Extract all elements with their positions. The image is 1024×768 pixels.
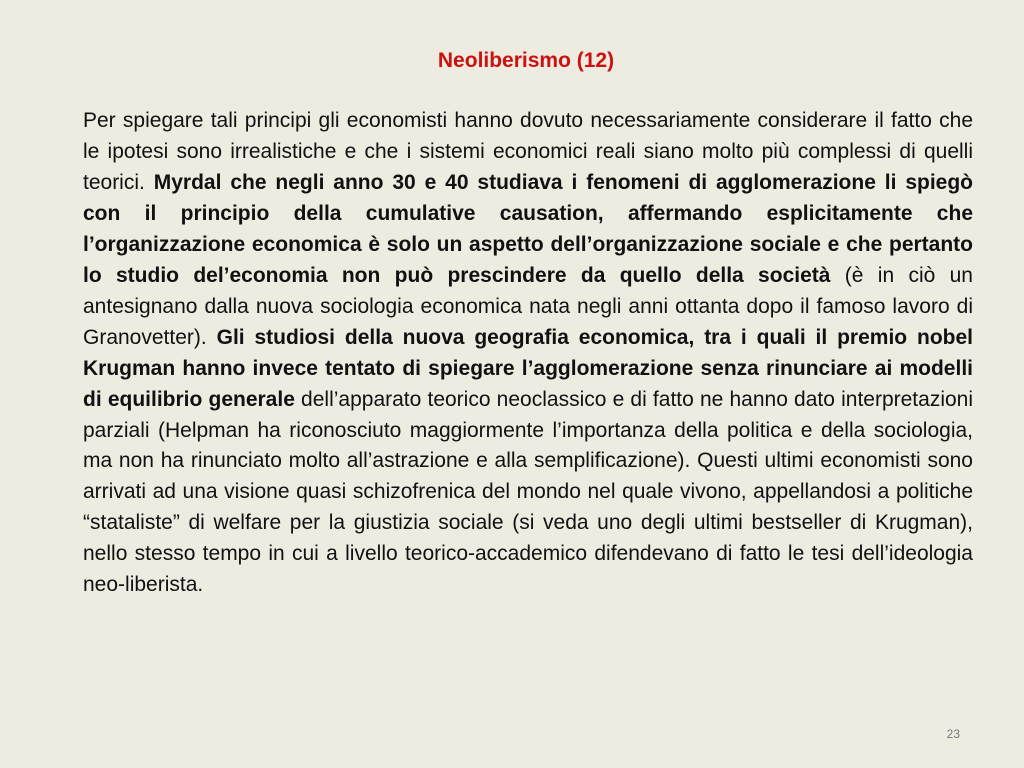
text-segment: (è in ciò un antesignano dalla nuova sociologia economica nata negli anni ottanta dopo il famoso lavoro di Granovetter).: [83, 263, 973, 349]
text-segment: dell’apparato teorico neoclassico e di fatto ne hanno dato interpretazioni parziali (Helpman ha riconosciuto maggiormente l’importanza della politica e della sociologia, ma non ha rinunciato molto all’astrazione e alla semplificazione). Questi ultimi economisti sono arrivati ad una visione quasi schizofrenica del mondo nel quale vivono, appellandosi a politiche “stataliste” di welfare per la giustizia sociale (si veda uno degli ultimi bestseller di Krugman), nello stesso tempo in cui a livello teorico-accademico difendevano di fatto le tesi dell’ideologia neo-liberista.: [83, 387, 974, 597]
text-segment-bold: Myrdal che negli anno 30 e 40 studiava i fenomeni di agglomerazione li spiegò con il principio della cumulative causation, affermando esplicitamente che l’organizzazione economica è solo un aspetto dell’organizzazione sociale e che pertanto lo studio del’economia non può prescindere da quello della società: [83, 170, 973, 287]
slide-title: Neoliberismo (12): [437, 49, 615, 72]
text-segment: Per spiegare tali principi gli economisti hanno dovuto necessariamente considerare il fatto che le ipotesi sono irrealistiche e che i sistemi economici reali siano molto più complessi di quelli teorici.: [83, 109, 973, 194]
slide-body: [83, 106, 973, 601]
page-number: 23: [946, 727, 960, 741]
text-segment-bold: Gli studiosi della nuova geografia economica, tra i quali il premio nobel Krugman hanno invece tentato di spiegare l’agglomerazione senza rinunciare ai modelli di equilibrio generale: [83, 325, 973, 411]
